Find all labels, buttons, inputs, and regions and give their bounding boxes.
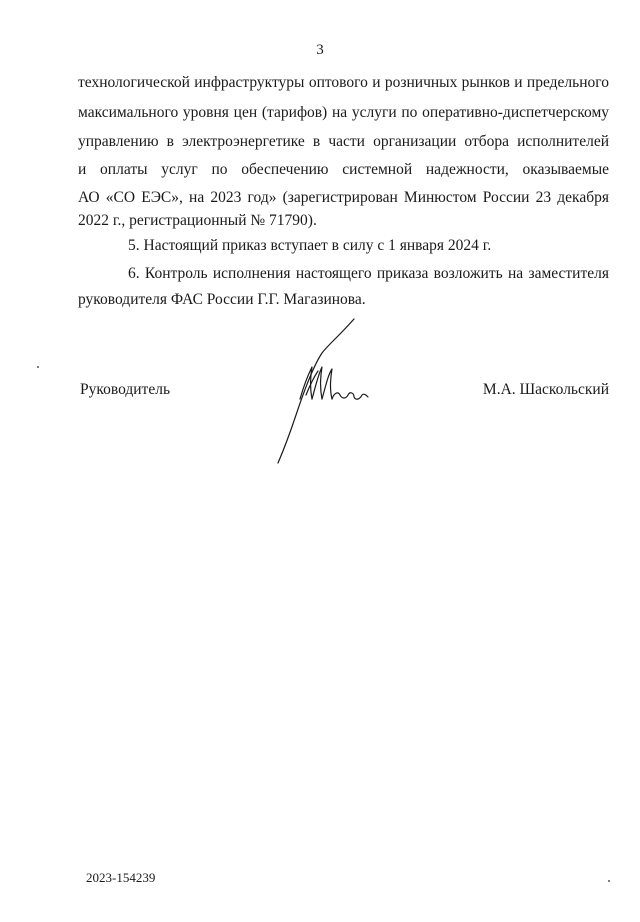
body-line-2: максимального уровня цен (тарифов) на услуги по оперативно-диспетчерскому xyxy=(78,104,609,121)
body-line-5: АО «СО ЕЭС», на 2023 год» (зарегистрирован Минюстом России 23 декабря xyxy=(78,189,609,206)
page-number: 3 xyxy=(316,42,324,58)
body-line-6: 2022 г., регистрационный № 71790). xyxy=(78,212,317,229)
document-registration-number: 2023-154239 xyxy=(86,870,156,885)
scan-speck xyxy=(608,880,610,882)
signatory-title: Руководитель xyxy=(80,381,171,398)
body-line-1: технологической инфраструктуры оптового и розничных рынков и предельного xyxy=(78,74,609,91)
body-line-3: управлению в электроэнергетике в части организации отбора исполнителей xyxy=(78,133,609,150)
body-line-4: и оплаты услуг по обеспечению системной надежности, оказываемые xyxy=(78,161,609,178)
scan-speck xyxy=(37,366,39,368)
signatory-name: М.А. Шаскольский xyxy=(482,381,609,398)
item-6-line-1: 6. Контроль исполнения настоящего приказа возложить на заместителя xyxy=(128,265,609,282)
item-5: 5. Настоящий приказ вступает в силу с 1 января 2024 г. xyxy=(128,237,492,254)
item-6-line-2: руководителя ФАС России Г.Г. Магазинова. xyxy=(78,291,366,308)
handwritten-signature xyxy=(270,315,380,465)
